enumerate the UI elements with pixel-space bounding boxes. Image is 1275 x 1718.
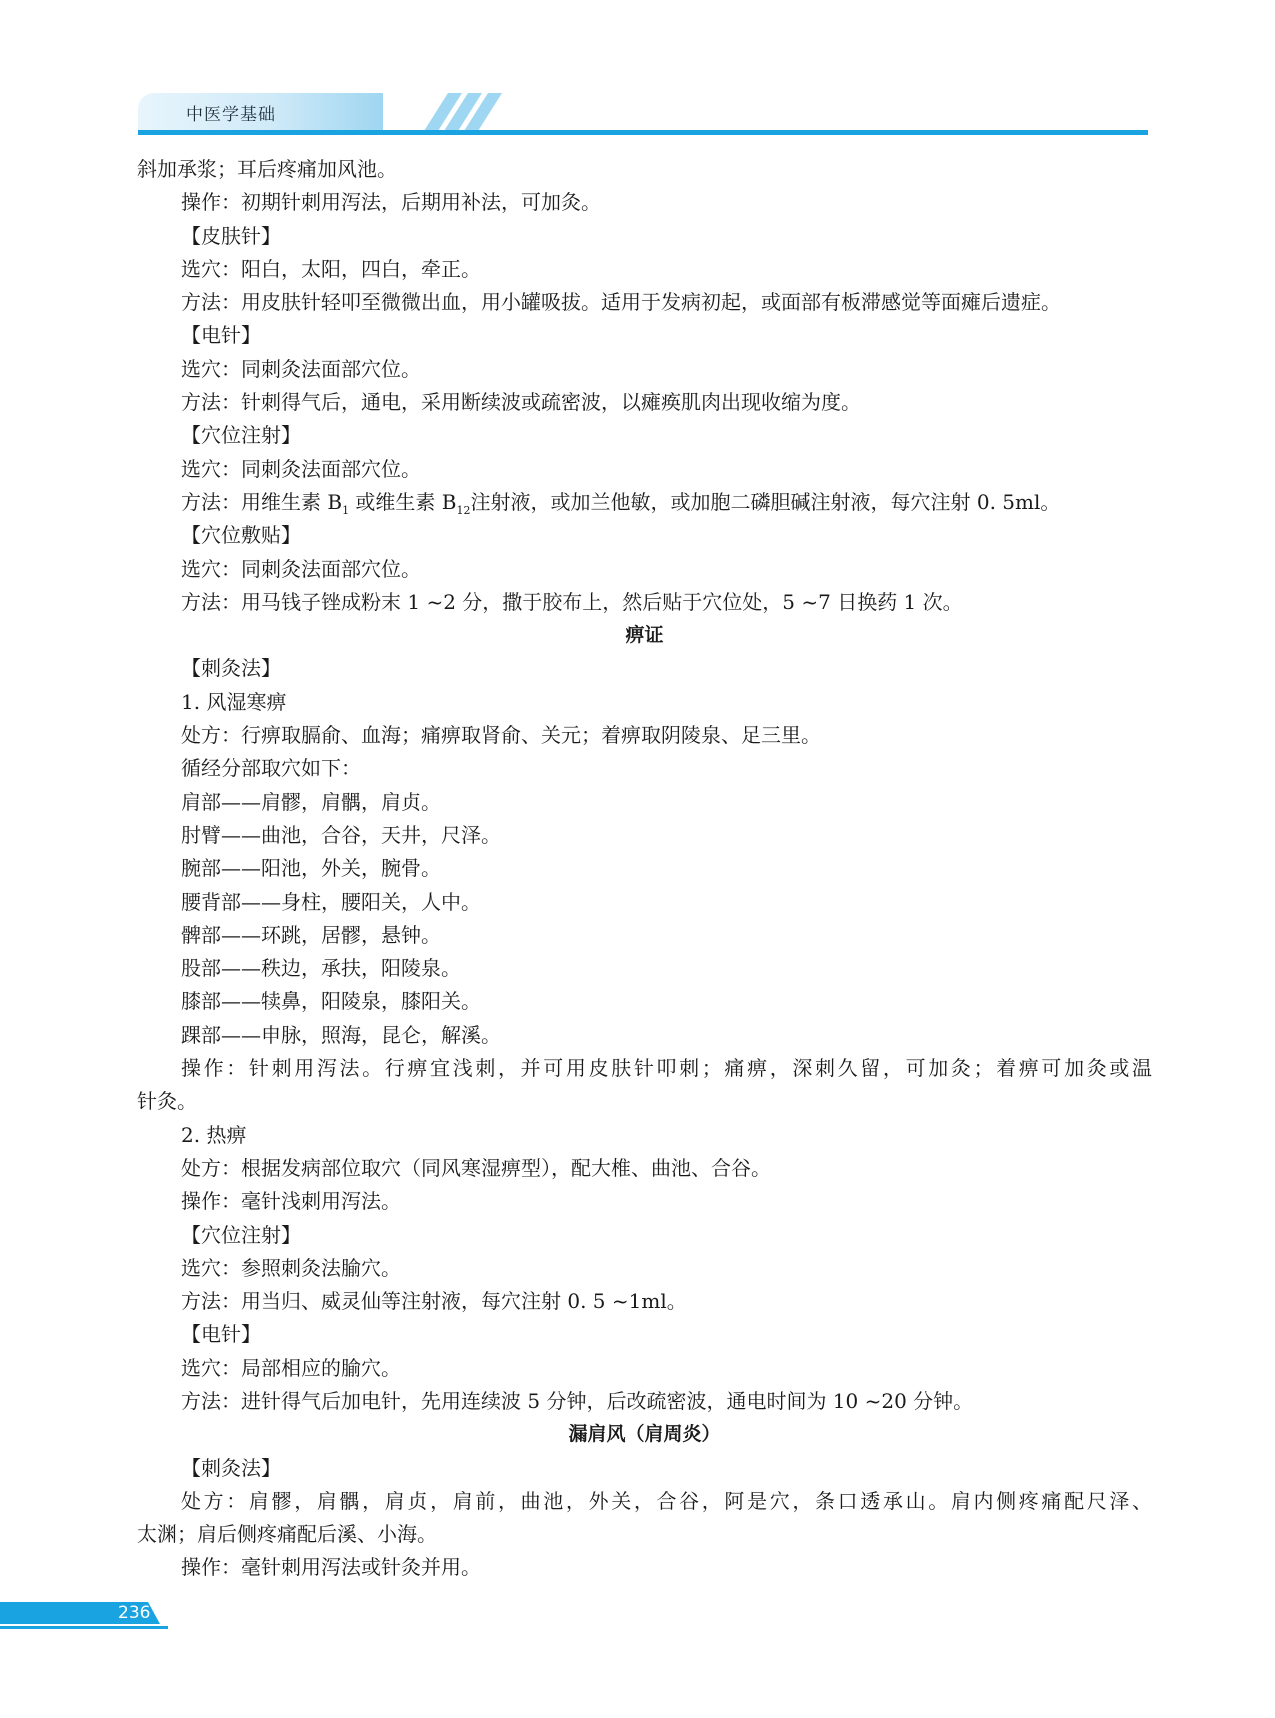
text-line: 髀部——环跳，居髎，悬钟。 <box>181 922 441 947</box>
text-line: 腕部——阳池，外关，腕骨。 <box>181 856 441 881</box>
section-label: 【穴位注射】 <box>181 1222 301 1247</box>
section-label: 【穴位敷贴】 <box>181 523 301 548</box>
subheading: 2. 热痹 <box>181 1122 247 1147</box>
text-line: 选穴：阳白，太阳，四白，牵正。 <box>181 256 481 281</box>
header-stripes-decoration <box>338 93 538 131</box>
text-line: 方法：用当归、威灵仙等注射液，每穴注射 0. 5 ~1ml。 <box>181 1289 687 1314</box>
text-line: 选穴：同刺灸法面部穴位。 <box>181 456 421 481</box>
book-title: 中医学基础 <box>186 105 276 125</box>
section-label: 【刺灸法】 <box>181 1455 281 1480</box>
section-heading: 痹证 <box>625 624 664 647</box>
text-line: 肘臂——曲池，合谷，天井，尺泽。 <box>181 822 501 847</box>
section-label: 【穴位注射】 <box>181 423 301 448</box>
text-line: 针灸。 <box>137 1089 197 1114</box>
text-line: 操作：初期针刺用泻法，后期用补法，可加灸。 <box>181 190 601 215</box>
text-fragment: 方法：用维生素 B <box>181 489 343 514</box>
text-line: 腰背部——身柱，腰阳关，人中。 <box>181 889 481 914</box>
text-line: 操作：针刺用泻法。行痹宜浅刺，并可用皮肤针叩刺；痛痹，深刺久留，可加灸；着痹可加灸或温 <box>181 1056 1152 1081</box>
section-label: 【皮肤针】 <box>181 223 281 248</box>
text-line: 股部——秩边，承扶，阳陵泉。 <box>181 956 461 981</box>
section-label: 【刺灸法】 <box>181 656 281 681</box>
text-line: 操作：毫针刺用泻法或针灸并用。 <box>181 1555 481 1580</box>
text-line: 操作：毫针浅刺用泻法。 <box>181 1189 401 1214</box>
subheading: 1. 风湿寒痹 <box>181 689 287 714</box>
text-line: 膝部——犊鼻，阳陵泉，膝阳关。 <box>181 989 481 1014</box>
text-line: 方法：用皮肤针轻叩至微微出血，用小罐吸拔。适用于发病初起，或面部有板滞感觉等面瘫后遗症。 <box>181 290 1061 315</box>
header-rule <box>138 130 1148 135</box>
text-line: 处方：肩髎，肩髃，肩贞，肩前，曲池，外关，合谷，阿是穴，条口透承山。肩内侧疼痛配尺泽、 <box>181 1488 1152 1513</box>
text-fragment: 或维生素 B <box>349 489 457 514</box>
text-line: 处方：行痹取膈俞、血海；痛痹取肾俞、关元；着痹取阴陵泉、足三里。 <box>181 723 821 748</box>
subscript: 12 <box>456 503 471 517</box>
text-line: 方法：针刺得气后，通电，采用断续波或疏密波，以瘫痪肌肉出现收缩为度。 <box>181 390 861 415</box>
text-line: 选穴：参照刺灸法腧穴。 <box>181 1255 401 1280</box>
page-body <box>137 153 1152 1585</box>
text-line: 处方：根据发病部位取穴（同风寒湿痹型），配大椎、曲池、合谷。 <box>181 1155 771 1180</box>
text-line: 选穴：局部相应的腧穴。 <box>181 1355 401 1380</box>
text-line: 选穴：同刺灸法面部穴位。 <box>181 356 421 381</box>
text-line: 斜加承浆；耳后疼痛加风池。 <box>137 157 397 181</box>
text-line: 太渊；肩后侧疼痛配后溪、小海。 <box>137 1522 437 1547</box>
text-fragment: 注射液，或加兰他敏，或加胞二磷胆碱注射液，每穴注射 0. 5ml。 <box>470 489 1061 514</box>
section-label: 【电针】 <box>181 1322 261 1347</box>
text-line: 踝部——申脉，照海，昆仑，解溪。 <box>181 1022 501 1047</box>
footer-rule <box>0 1626 168 1629</box>
text-line: 方法：用马钱子锉成粉末 1 ~2 分，撒于胶布上，然后贴于穴位处，5 ~7 日换药 1 次。 <box>181 589 963 614</box>
section-label: 【电针】 <box>181 323 261 348</box>
text-line: 循经分部取穴如下： <box>181 756 361 781</box>
page-number: 236 <box>118 1603 151 1623</box>
running-header <box>138 93 1148 133</box>
text-line: 方法：进针得气后加电针，先用连续波 5 分钟，后改疏密波，通电时间为 10 ~20 分钟。 <box>181 1388 974 1413</box>
text-line <box>137 486 1152 519</box>
page-footer <box>0 1602 175 1630</box>
text-line: 肩部——肩髎，肩髃，肩贞。 <box>181 789 441 814</box>
subscript: 1 <box>342 503 350 517</box>
section-heading: 漏肩风（肩周炎） <box>568 1423 721 1446</box>
text-line: 选穴：同刺灸法面部穴位。 <box>181 556 421 581</box>
